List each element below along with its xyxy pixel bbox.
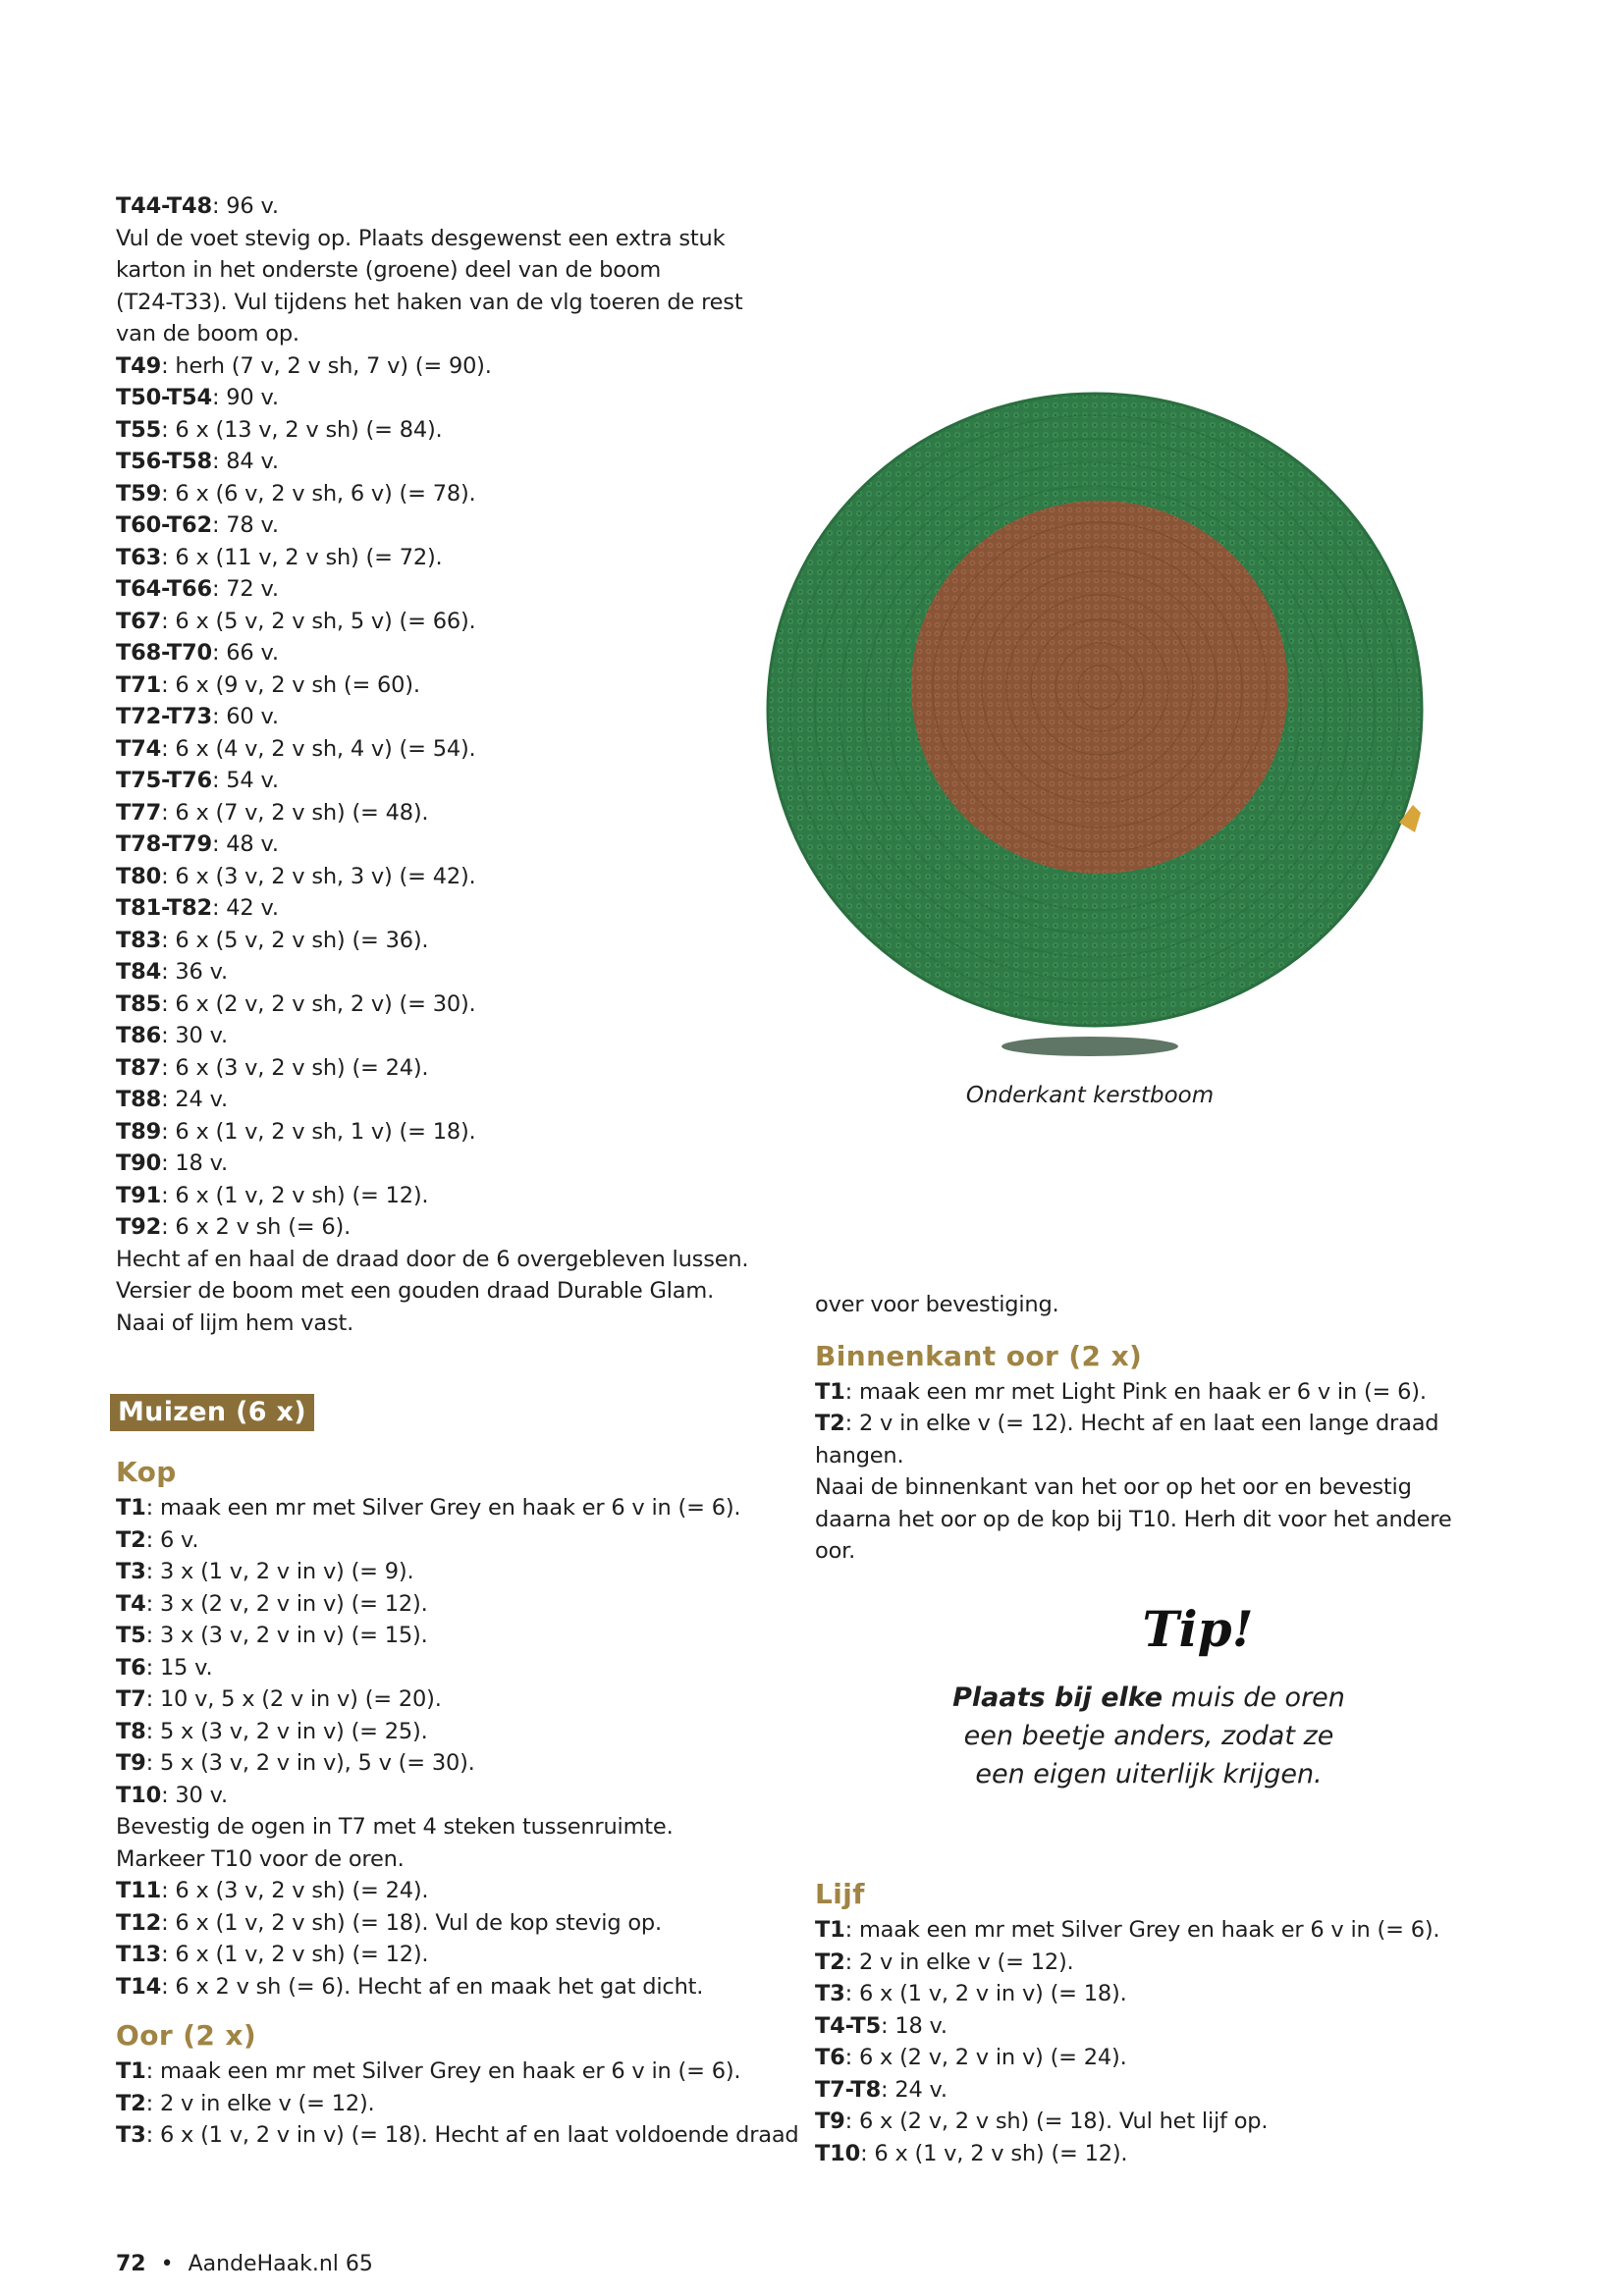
pattern-row: T74: 6 x (4 v, 2 v sh, 4 v) (= 54). [116,735,476,762]
pattern-row: T7-T8: 24 v. [815,2076,947,2103]
brown-trunk-bottom [911,501,1288,874]
paragraph-line: Markeer T10 voor de oren. [116,1845,405,1872]
subheading-kop: Kop [116,1456,177,1488]
pattern-row: T92: 6 x 2 v sh (= 6). [116,1214,352,1240]
pattern-row: T3: 6 x (1 v, 2 v in v) (= 18). Hecht af en laat voldoende draad [116,2122,799,2148]
pattern-row: T1: maak een mr met Silver Grey en haak er 6 v in (= 6). [116,2058,741,2084]
tip-text: Plaats bij elke muis de oren een beetje anders, zodat ze een eigen uiterlijk krijgen. [952,1682,1345,1789]
pattern-row: T87: 6 x (3 v, 2 v sh) (= 24). [116,1054,429,1081]
pattern-row: T1: maak een mr met Silver Grey en haak er 6 v in (= 6). [815,1917,1440,1943]
pattern-row: T60-T62: 78 v. [116,512,279,538]
pattern-row: T50-T54: 90 v. [116,385,279,410]
pattern-row: T71: 6 x (9 v, 2 v sh (= 60). [116,671,420,698]
pattern-row: T90: 18 v. [116,1150,228,1176]
pattern-row: T85: 6 x (2 v, 2 v sh, 2 v) (= 30). [116,990,476,1017]
pattern-row: T6: 6 x (2 v, 2 v in v) (= 24). [815,2045,1127,2070]
row-t44-t48: T44-T48: 96 v. [116,193,279,219]
pattern-row: T67: 6 x (5 v, 2 v sh, 5 v) (= 66). [116,608,476,634]
paragraph-line: hangen. [815,1442,904,1468]
page-number: 72 [116,2252,146,2276]
pattern-row: T56-T58: 84 v. [116,449,279,474]
pattern-row: T10: 30 v. [116,1782,228,1808]
pattern-row: T64-T66: 72 v. [116,576,279,602]
paragraph-line: Naai de binnenkant van het oor op het oor en bevestig [815,1474,1412,1500]
paragraph-line: Hecht af en haal de draad door de 6 overgebleven lussen. [116,1246,749,1272]
footer-separator: • [160,2252,174,2276]
pattern-row: T68-T70: 66 v. [116,640,279,666]
pattern-row: T88: 24 v. [116,1087,228,1112]
pattern-row: T14: 6 x 2 v sh (= 6). Hecht af en maak het gat dicht. [116,1973,704,2000]
pattern-row: T59: 6 x (6 v, 2 v sh, 6 v) (= 78). [116,480,476,507]
pattern-row: T3: 6 x (1 v, 2 v in v) (= 18). [815,1981,1127,2006]
pattern-row: T2: 2 v in elke v (= 12). [815,1949,1074,1975]
paragraph-line: oor. [815,1538,856,1564]
pattern-row: T77: 6 x (7 v, 2 v sh) (= 48). [116,799,429,826]
pattern-row: T7: 10 v, 5 x (2 v in v) (= 20). [116,1686,442,1712]
pattern-row: T81-T82: 42 v. [116,895,279,921]
paragraph-line: (T24-T33). Vul tijdens het haken van de vlg toeren de rest [116,289,743,315]
paragraph-line: over voor bevestiging. [815,1292,1059,1317]
pattern-row: T9: 6 x (2 v, 2 v sh) (= 18). Vul het lijf op. [815,2109,1269,2134]
paragraph-line: Vul de voet stevig op. Plaats desgewenst een extra stuk [116,225,726,251]
pattern-row: T3: 3 x (1 v, 2 v in v) (= 9). [116,1559,414,1584]
pattern-row: T1: maak een mr met Light Pink en haak er 6 v in (= 6). [815,1378,1427,1405]
pattern-row: T49: herh (7 v, 2 v sh, 7 v) (= 90). [116,352,492,379]
pattern-row: T63: 6 x (11 v, 2 v sh) (= 72). [116,544,443,570]
subheading-lijf: Lijf [815,1878,865,1910]
pattern-row: T2: 6 v. [116,1526,199,1553]
pattern-row: T72-T73: 60 v. [116,704,279,729]
right-column-bottom [815,1875,1483,2169]
paragraph-line: van de boom op. [116,321,299,347]
pattern-row: T1: maak een mr met Silver Grey en haak er 6 v in (= 6). [116,1495,741,1521]
pattern-row: T86: 30 v. [116,1023,228,1048]
pattern-row: T9: 5 x (3 v, 2 v in v), 5 v (= 30). [116,1750,475,1776]
subheading-oor: Oor (2 x) [116,2019,257,2052]
pattern-row: T10: 6 x (1 v, 2 v sh) (= 12). [815,2140,1128,2166]
photo-caption: Onderkant kerstboom [965,1083,1215,1108]
paragraph-line: Naai of lijm hem vast. [116,1309,354,1336]
magazine-name: AandeHaak.nl 65 [188,2252,373,2276]
pattern-row: T83: 6 x (5 v, 2 v sh) (= 36). [116,927,429,953]
tip-title: Tip! [1142,1600,1254,1658]
pattern-row: T4-T5: 18 v. [815,2012,947,2039]
pattern-row: T80: 6 x (3 v, 2 v sh, 3 v) (= 42). [116,863,476,889]
pattern-row: T89: 6 x (1 v, 2 v sh, 1 v) (= 18). [116,1118,476,1145]
pattern-row: T13: 6 x (1 v, 2 v sh) (= 12). [116,1942,429,1967]
pattern-row: T11: 6 x (3 v, 2 v sh) (= 24). [116,1878,429,1903]
paragraph-line: Versier de boom met een gouden draad Durable Glam. [116,1278,715,1304]
right-column-top [815,1289,1483,1568]
pattern-row: T78-T79: 48 v. [116,831,279,857]
subheading-binnenkant-oor: Binnenkant oor (2 x) [815,1339,1143,1372]
pattern-row: T84: 36 v. [116,959,228,985]
paragraph-line: daarna het oor op de kop bij T10. Herh dit voor het andere [815,1506,1452,1532]
pattern-row: T6: 15 v. [116,1654,213,1681]
page-footer [116,2252,373,2276]
pattern-row: T5: 3 x (3 v, 2 v in v) (= 15). [116,1623,428,1648]
pattern-row: T75-T76: 54 v. [116,768,279,793]
pattern-row: T55: 6 x (13 v, 2 v sh) (= 84). [116,416,443,443]
tree-bottom-photo [756,391,1434,1058]
left-column [116,190,799,2152]
pattern-row: T91: 6 x (1 v, 2 v sh) (= 12). [116,1182,429,1208]
pattern-row: T2: 2 v in elke v (= 12). Hecht af en laat een lange draad [815,1411,1439,1436]
paragraph-line: Bevestig de ogen in T7 met 4 steken tussenruimte. [116,1814,674,1840]
section-heading-muizen: Muizen (6 x) [110,1394,314,1431]
pattern-row: T2: 2 v in elke v (= 12). [116,2090,375,2116]
pattern-row: T12: 6 x (1 v, 2 v sh) (= 18). Vul de kop stevig op. [116,1909,662,1936]
pattern-row: T8: 5 x (3 v, 2 v in v) (= 25). [116,1718,428,1744]
paragraph-line: karton in het onderste (groene) deel van de boom [116,257,662,283]
pattern-row: T4: 3 x (2 v, 2 v in v) (= 12). [116,1590,428,1617]
